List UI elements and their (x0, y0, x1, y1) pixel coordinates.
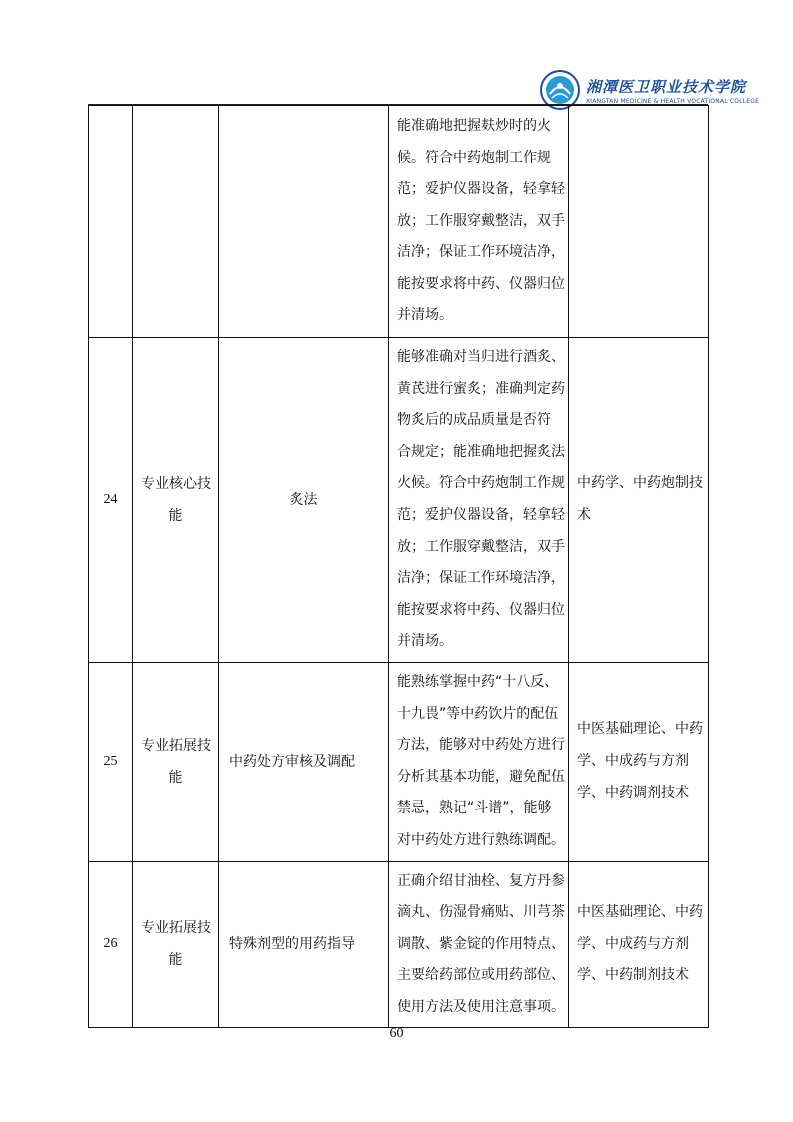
course-line: 中医基础理论、中药 (577, 721, 703, 738)
row-number-cell: 26 (89, 861, 133, 1028)
skill-category-cell (133, 338, 219, 663)
page-number: 60 (389, 1026, 404, 1041)
requirement-line: 放；工作服穿戴整洁，双手 (397, 538, 565, 555)
requirement-line: 黄芪进行蜜炙；准确判定药 (397, 380, 565, 397)
row-number-cell: 25 (89, 662, 133, 861)
requirement-line: 调散、紫金锭的作用特点、 (397, 935, 565, 952)
course-line: 术 (577, 506, 591, 523)
skills-table (88, 105, 709, 1028)
requirement-line: 合规定；能准确地把握炙法 (397, 443, 565, 460)
skill-category-line: 能 (168, 952, 183, 969)
requirement-line: 能按要求将中药、仪器归位 (397, 275, 565, 292)
table-row (89, 662, 709, 861)
requirement-line: 洁净；保证工作环境洁净， (397, 244, 565, 261)
requirement-line: 洁净；保证工作环境洁净， (397, 570, 565, 587)
related-course-cell (569, 338, 709, 663)
skill-name-cell: 中药处方审核及调配 (219, 662, 389, 861)
requirement-line: 方法，能够对中药处方进行 (397, 737, 565, 754)
requirement-line: 使用方法及使用注意事项。 (397, 998, 565, 1015)
course-line: 学、中成药与方剂 (577, 752, 689, 769)
requirement-line: 十九畏”等中药饮片的配伍 (397, 705, 559, 722)
table-row (89, 106, 709, 338)
course-line: 学、中成药与方剂 (577, 935, 689, 952)
related-course-cell (569, 106, 709, 338)
requirement-line: 候。符合中药炮制工作规 (397, 149, 551, 166)
requirement-line: 能按要求将中药、仪器归位 (397, 601, 565, 618)
course-line: 学、中药制剂技术 (577, 967, 689, 984)
course-line: 中药学、中药炮制技 (577, 475, 703, 492)
skill-requirement-cell (389, 106, 569, 338)
requirement-line: 对中药处方进行熟练调配。 (397, 831, 565, 848)
row-number-cell (89, 106, 133, 338)
table-row (89, 338, 709, 663)
requirement-line: 范；爱护仪器设备，轻拿轻 (397, 506, 565, 523)
skill-category-line: 专业拓展技 (141, 737, 211, 754)
course-line: 学、中药调剂技术 (577, 784, 689, 801)
skill-requirement-cell (389, 338, 569, 663)
skill-category-line: 能 (168, 507, 183, 524)
skill-category-line: 能 (168, 769, 183, 786)
requirement-line: 分析其基本功能，避免配伍 (397, 768, 565, 785)
requirement-line: 滴丸、伤湿骨痛贴、川芎茶 (397, 904, 565, 921)
skill-name-cell: 炙法 (219, 338, 389, 663)
requirement-line: 并清场。 (397, 633, 453, 650)
skill-category-line: 专业拓展技 (141, 920, 211, 937)
row-number-cell: 24 (89, 338, 133, 663)
skill-category-cell (133, 861, 219, 1028)
course-line: 中医基础理论、中药 (577, 904, 703, 921)
skill-name-cell (219, 106, 389, 338)
skill-category-cell (133, 106, 219, 338)
requirement-line: 范；爱护仪器设备，轻拿轻 (397, 181, 565, 198)
requirement-line: 正确介绍甘油栓、复方丹参 (397, 872, 565, 889)
college-name: 湘潭医卫职业技术学院 (586, 77, 747, 96)
requirement-line: 能熟练掌握中药“十八反、 (397, 673, 559, 690)
requirement-line: 能准确地把握麸炒时的火 (397, 117, 551, 134)
requirement-line: 放；工作服穿戴整洁，双手 (397, 212, 565, 229)
skill-name-cell: 特殊剂型的用药指导 (219, 861, 389, 1028)
requirement-line: 并清场。 (397, 307, 453, 324)
skill-requirement-cell (389, 861, 569, 1028)
skill-category-line: 专业核心技 (141, 475, 211, 492)
college-english-name: XIANGTAN MEDICINE & HEALTH VOCATIONAL COLLEGE (586, 97, 760, 105)
requirement-line: 能够准确对当归进行酒炙、 (397, 349, 565, 365)
skill-requirement-cell (389, 662, 569, 861)
requirement-line: 主要给药部位或用药部位、 (397, 967, 565, 984)
requirement-line: 火候。符合中药炮制工作规 (397, 475, 565, 492)
related-course-cell (569, 861, 709, 1028)
related-course-cell (569, 662, 709, 861)
requirement-line: 物炙后的成品质量是否符 (397, 412, 551, 429)
requirement-line: 禁忌，熟记“斗谱”，能够 (397, 800, 552, 817)
skill-category-cell (133, 662, 219, 861)
table-row (89, 861, 709, 1028)
